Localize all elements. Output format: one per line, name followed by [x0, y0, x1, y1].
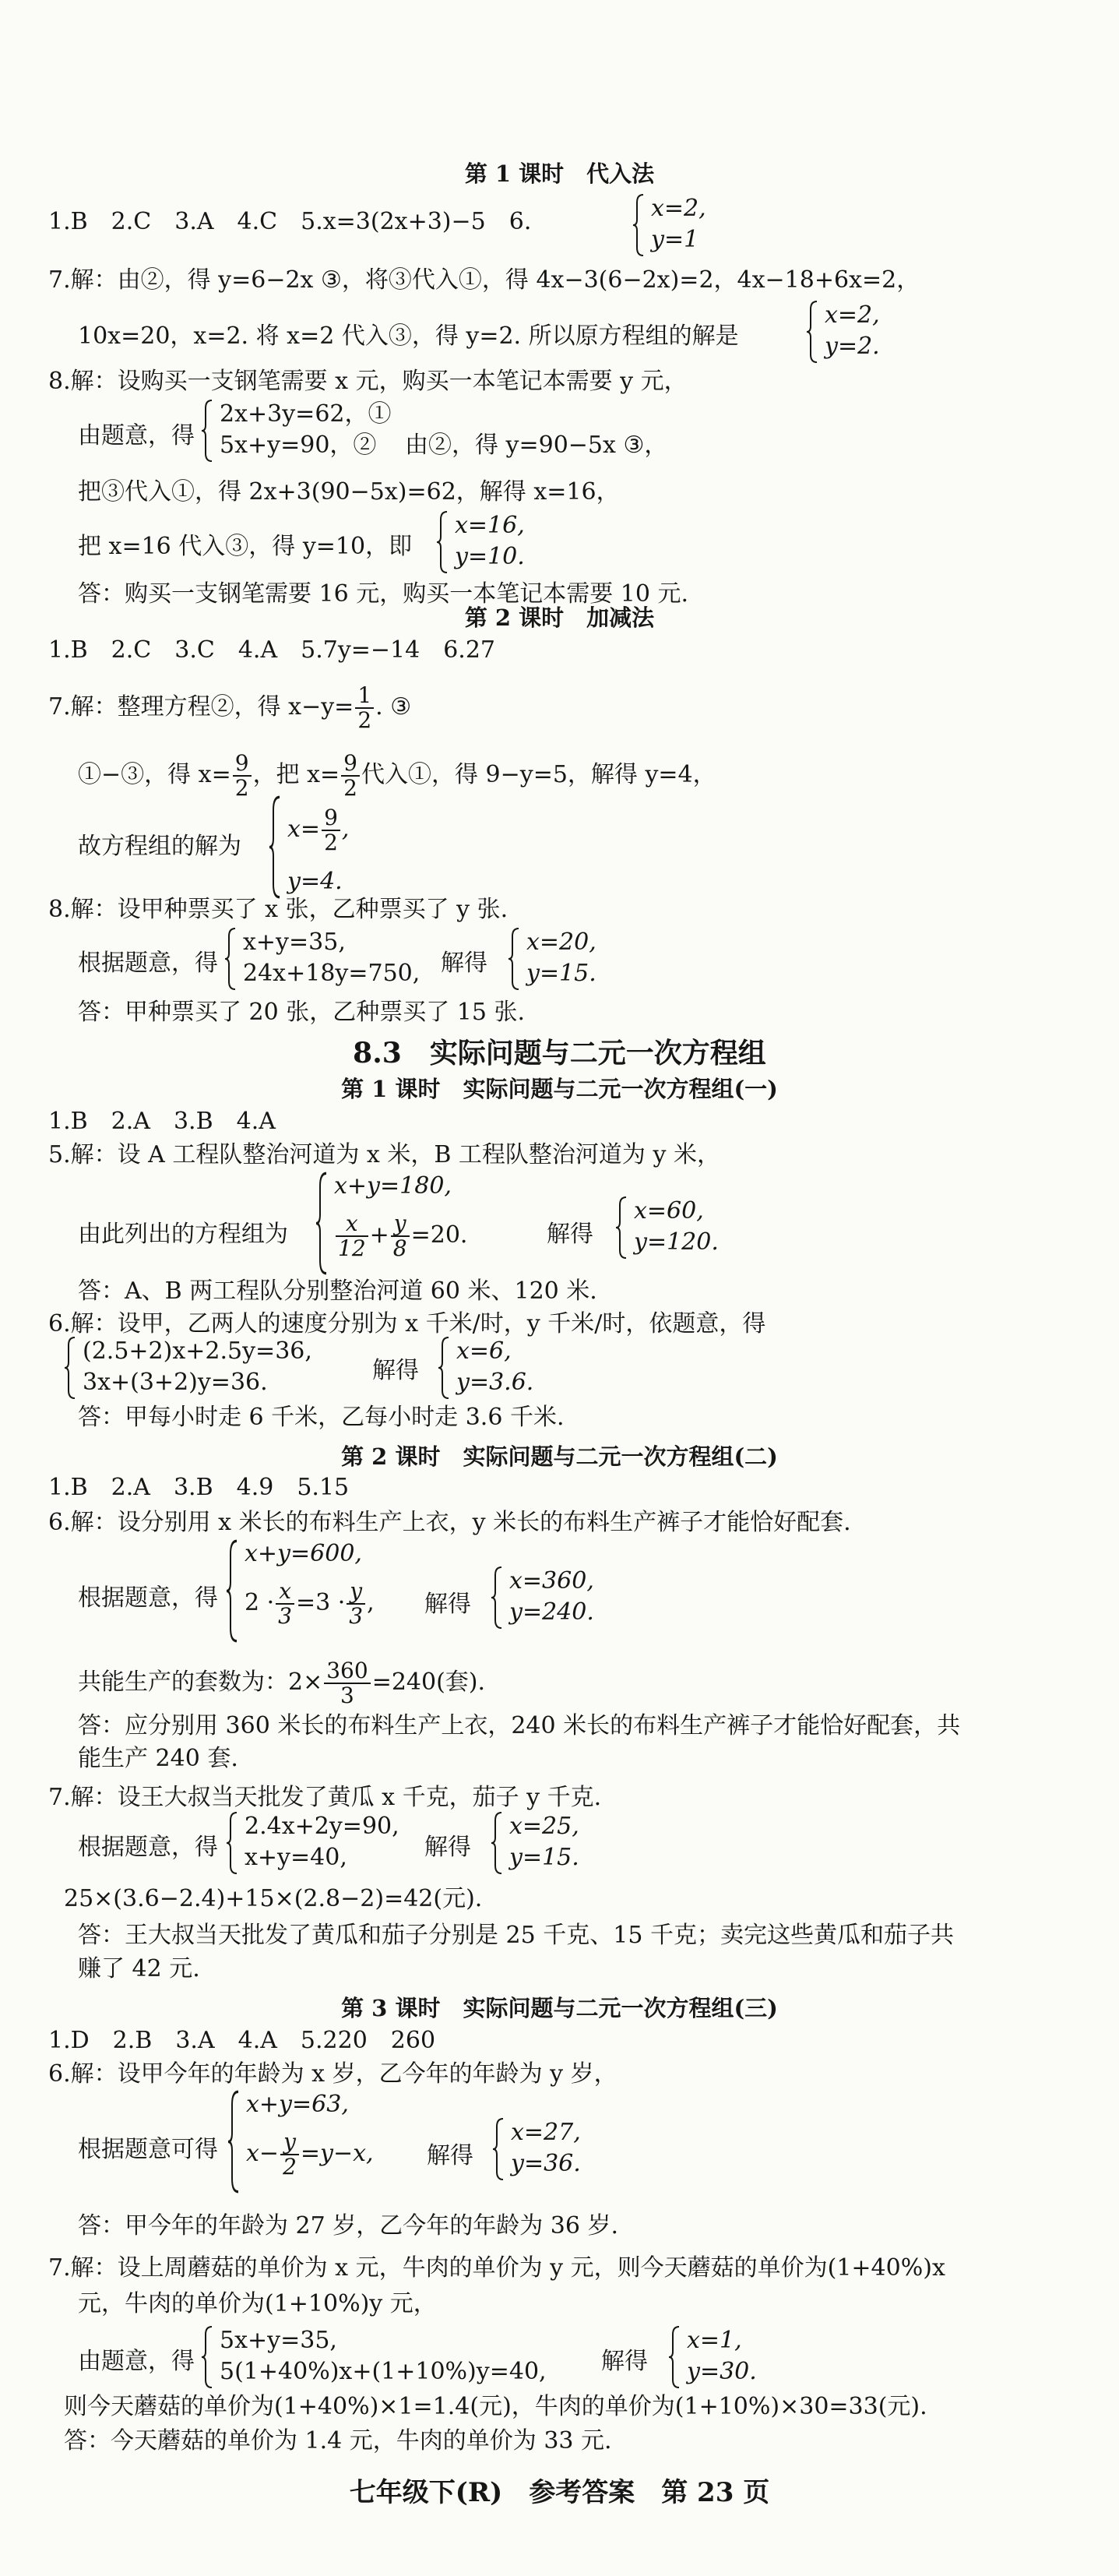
lesson-title-4: 第 2 课时 实际问题与二元一次方程组(二)	[341, 1443, 778, 1470]
answer-line: 6.解：设分别用 x 米长的布料生产上衣，y 米长的布料生产裤子才能恰好配套.	[48, 1509, 851, 1536]
equation-system: x=6, y=3.6.	[438, 1336, 593, 1400]
answer-line: 则今天蘑菇的单价为(1+40%)×1=1.4(元)，牛肉的单价为(1+10%)×30=33(元).	[64, 2393, 927, 2420]
answer-line: 解得	[547, 1221, 593, 1248]
equation-system: x+y=600, 2 · $\frac{x}{3}$ =3 · $\frac{y}{3}$ ,	[226, 1538, 436, 1644]
answer-line: 7.解：整理方程②，得 x−y= $\frac{1}{2}$ . ③	[48, 682, 412, 733]
answer-line: 由②，得 y=90−5x ③，	[405, 432, 668, 459]
brace-icon	[806, 300, 820, 364]
answer-line: 答：购买一支钢笔需要 16 元，购买一本笔记本需要 10 元.	[78, 580, 689, 608]
answer-line: 答：A、B 两工程队分别整治河道 60 米、120 米.	[78, 1277, 597, 1305]
answer-line: 1.B 2.C 3.A 4.C 5.x=3(2x+3)−5 6.	[48, 208, 532, 235]
brace-icon	[226, 1811, 240, 1875]
answer-line: 能生产 240 套.	[78, 1745, 238, 1772]
section-title: 8.3 实际问题与二元一次方程组	[353, 1037, 766, 1070]
answer-line: 1.B 2.C 3.C 4.A 5.7y=−14 6.27	[48, 636, 496, 664]
brace-icon	[227, 2089, 241, 2194]
equation-system: x=360, y=240.	[491, 1566, 646, 1630]
answer-line: 赚了 42 元.	[78, 1955, 200, 1982]
equation-system: x+y=35, 24x+18y=750,	[224, 927, 435, 991]
brace-icon	[269, 795, 283, 900]
answer-line: 由题意，得	[78, 422, 195, 449]
answer-line: 解得	[441, 950, 487, 977]
lesson-title-3: 第 1 课时 实际问题与二元一次方程组(一)	[341, 1076, 778, 1102]
answer-line: 故方程组的解为	[78, 833, 241, 860]
answer-line: 7.解：设上周蘑菇的单价为 x 元，牛肉的单价为 y 元，则今天蘑菇的单价为(1+40%)x	[48, 2254, 945, 2282]
answer-line: 答：王大叔当天批发了黄瓜和茄子分别是 25 千克、15 千克；卖完这些黄瓜和茄子共	[78, 1922, 954, 1949]
answer-line: 解得	[424, 1591, 471, 1618]
answer-line: 5.解：设 A 工程队整治河道为 x 米，B 工程队整治河道为 y 米，	[48, 1141, 720, 1168]
answer-line: 答：甲今年的年龄为 27 岁，乙今年的年龄为 36 岁.	[78, 2212, 619, 2239]
equation-system: x=25, y=15.	[491, 1811, 646, 1875]
answer-line: ①−③，得 x= $\frac{9}{2}$ ，把 x= $\frac{9}{2}$ 代入①，得 9−y=5，解得 y=4，	[78, 750, 716, 801]
answer-line: 把③代入①，得 2x+3(90−5x)=62，解得 x=16，	[78, 478, 620, 506]
answer-line: 元，牛肉的单价为(1+10%)y 元，	[78, 2290, 437, 2317]
brace-icon	[201, 399, 215, 463]
answer-line: 由此列出的方程组为	[78, 1221, 288, 1248]
equation-system: x=16, y=10.	[436, 510, 592, 574]
equation-system: x=1, y=30.	[668, 2325, 824, 2389]
equation-system: 2x+3y=62，① 5x+y=90，②	[201, 399, 403, 463]
brace-icon	[226, 1538, 240, 1644]
answer-line: 10x=20，x=2. 将 x=2 代入③，得 y=2. 所以原方程组的解是	[78, 322, 739, 350]
answer-line: 答：甲种票买了 20 张，乙种票买了 15 张.	[78, 999, 526, 1026]
brace-icon	[201, 2325, 215, 2389]
brace-icon	[632, 193, 646, 257]
answer-line: 7.解：设王大叔当天批发了黄瓜 x 千克，茄子 y 千克.	[48, 1784, 602, 1811]
answer-line: 6.解：设甲今年的年龄为 x 岁，乙今年的年龄为 y 岁，	[48, 2060, 618, 2088]
equation-system: x=2, y=1	[632, 193, 788, 257]
answer-line: 8.解：设购买一支钢笔需要 x 元，购买一本笔记本需要 y 元，	[48, 368, 688, 395]
answer-line: 25×(3.6−2.4)+15×(2.8−2)=42(元).	[64, 1885, 483, 1912]
equation-system: x=20, y=15.	[508, 927, 663, 991]
brace-icon	[615, 1196, 629, 1260]
brace-icon	[436, 510, 450, 574]
brace-icon	[508, 927, 522, 991]
brace-icon	[438, 1336, 452, 1400]
answer-line: 根据题意，得	[78, 1834, 218, 1861]
lesson-title-5: 第 3 课时 实际问题与二元一次方程组(三)	[341, 1995, 778, 2021]
answer-line: 1.B 2.A 3.B 4.9 5.15	[48, 1474, 350, 1501]
answer-line: 6.解：设甲，乙两人的速度分别为 x 千米/时，y 千米/时，依题意，得	[48, 1310, 766, 1337]
answer-line: 答：应分别用 360 米长的布料生产上衣，240 米长的布料生产裤子才能恰好配套，共	[78, 1712, 961, 1739]
lesson-title-2: 第 2 课时 加减法	[464, 604, 655, 631]
answer-line: 解得	[601, 2348, 648, 2375]
equation-system: x+y=180, $\frac{x}{12}$ + $\frac{y}{8}$ =20.	[315, 1171, 526, 1276]
answer-line: 根据题意，得	[78, 1584, 218, 1612]
answer-line: 共能生产的套数为：2× $\frac{360}{3}$ =240(套).	[78, 1658, 486, 1708]
brace-icon	[64, 1336, 78, 1400]
answer-line: 答：甲每小时走 6 千米，乙每小时走 3.6 千米.	[78, 1404, 565, 1431]
equation-system: x+y=63, x− $\frac{y}{2}$ =y−x,	[227, 2089, 438, 2194]
answer-line: 答：今天蘑菇的单价为 1.4 元，牛肉的单价为 33 元.	[64, 2427, 612, 2454]
equation-system: (2.5+2)x+2.5y=36, 3x+(3+2)y=36.	[64, 1336, 360, 1400]
brace-icon	[315, 1171, 329, 1276]
brace-icon	[224, 927, 238, 991]
brace-icon	[492, 2117, 506, 2181]
answer-line: 由题意，得	[78, 2348, 195, 2375]
page-footer: 七年级下(R) 参考答案 第 23 页	[349, 2477, 770, 2508]
equation-system: 5x+y=35, 5(1+40%)x+(1+10%)y=40,	[201, 2325, 606, 2389]
lesson-title-1: 第 1 课时 代入法	[464, 160, 655, 187]
brace-icon	[668, 2325, 682, 2389]
equation-system: x=60, y=120.	[615, 1196, 771, 1260]
answer-line: 1.B 2.A 3.B 4.A	[48, 1108, 276, 1135]
answer-line: 解得	[427, 2142, 473, 2169]
answer-line: 8.解：设甲种票买了 x 张，乙种票买了 y 张.	[48, 896, 508, 923]
answer-line: 根据题意可得	[78, 2136, 218, 2163]
answer-line: 根据题意，得	[78, 950, 218, 977]
answer-line: 把 x=16 代入③，得 y=10，即	[78, 533, 413, 560]
brace-icon	[491, 1566, 505, 1630]
equation-system: x= $\frac{9}{2}$ , y=4.	[269, 795, 424, 900]
brace-icon	[491, 1811, 505, 1875]
equation-system: 2.4x+2y=90, x+y=40,	[226, 1811, 436, 1875]
equation-system: x=27, y=36.	[492, 2117, 648, 2181]
answer-line: 7.解：由②，得 y=6−2x ③，将③代入①，得 4x−3(6−2x)=2，4x−18+6x=2，	[48, 266, 920, 294]
answer-line: 解得	[424, 1834, 471, 1861]
answer-line: 1.D 2.B 3.A 4.A 5.220 260	[48, 2027, 436, 2054]
equation-system: x=2, y=2.	[806, 300, 962, 364]
answer-line: 解得	[372, 1357, 419, 1384]
